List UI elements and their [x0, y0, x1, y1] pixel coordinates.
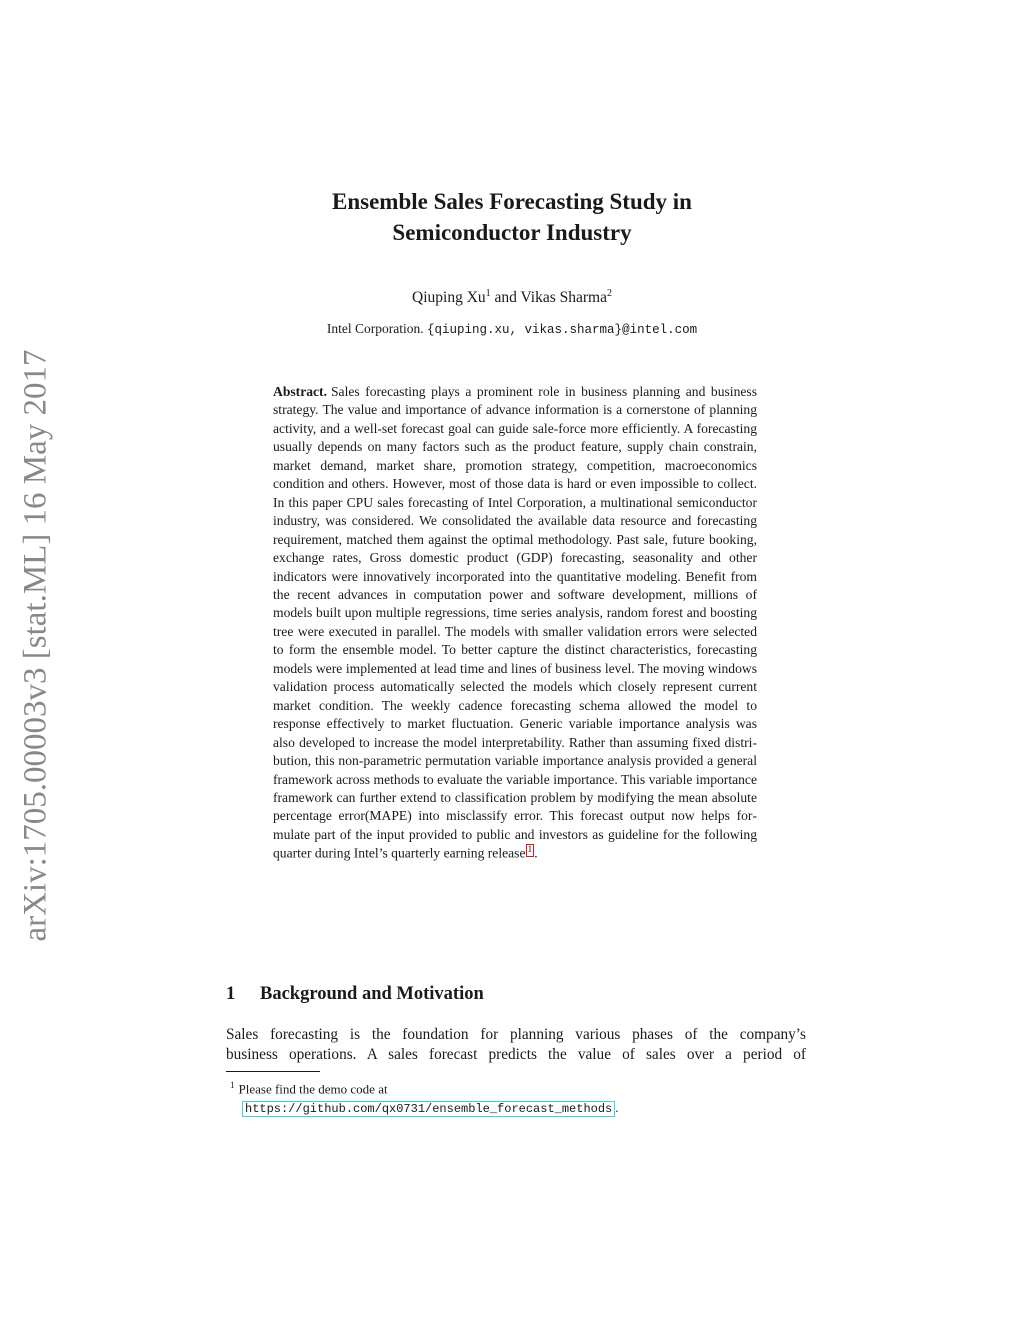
abstract-end-punctuation: .: [534, 845, 538, 861]
paper-title-line-2: Semiconductor Industry: [392, 220, 632, 245]
demo-code-link[interactable]: https://github.com/qx0731/ensemble_forecast_methods: [242, 1101, 615, 1117]
arxiv-identifier-text: arXiv:1705.00003v3 [stat.ML] 16 May 2017: [17, 348, 54, 942]
body-text-line: Sales forecasting is the foundation for planning various phases of the company’s: [226, 1026, 806, 1043]
footnote: [230, 1076, 790, 1119]
footnote-end-punctuation: .: [615, 1100, 619, 1116]
section-title: Background and Motivation: [260, 984, 484, 1004]
footnote-link-line: [230, 1098, 790, 1119]
section-body-text: [226, 1025, 806, 1065]
footnote-divider: [226, 1071, 320, 1072]
affiliation-emails: {qiuping.xu, vikas.sharma}@intel.com: [427, 323, 698, 337]
abstract-label: Abstract.: [273, 384, 327, 399]
abstract-text: Sales forecasting plays a prominent role in business planning and business strategy. The value and importance of advance information is a cornerstone of planning activity, and a well-set forecast goal can guide sale-force more efficiently. A forecasting usually depends on many factors such as the product feature, supply chain constrain, market demand, market share, promotion strategy, competition, macroeconomics condition and others. However, most of those data is hard or even impossible to collect. In this paper CPU sales forecasting of Intel Corporation, a multinational semiconductor industry, was considered. We consolidated the available data resource and forecasting requirement, matched them against the optimal methodology. Past sale, future booking, exchange rates, Gross domestic product (GDP) forecasting, seasonality and other indicators were innovatively incorporated into the quantitative modeling. Benefit from the recent advances in computation power and software development, millions of models built upon multiple regressions, time series analysis, random forest and boosting tree were executed in parallel. The models with smaller validation errors were selected to form the ensemble model. To better capture the distinct characteristics, forecasting models were implemented at lead time and lines of business level. The moving windows validation process automatically selected the models which closely represent current market condition. The weekly cadence forecasting schema allowed the model to response effectively to market fluctuation. Generic variable importance analysis was also developed to increase the model interpretability. Rather than assuming fixed distribution, this non-parametric permutation variable importance analysis provided a general framework across methods to evaluate the variable importance. This variable importance framework can further extend to classification problem by modifying the mean absolute percentage error(MAPE) into misclassify error. This forecast output now helps formulate part of the input provided to public and investors as guideline for the following quarter during Intel’s quarterly earning release: [273, 384, 757, 861]
arxiv-identifier-stamp: [10, 335, 62, 955]
section-number: 1: [226, 984, 236, 1004]
body-text-line: business operations. A sales forecast predicts the value of sales over a period of: [226, 1046, 806, 1063]
author-name: Qiuping Xu: [412, 289, 486, 307]
author-affiliation-mark: 2: [606, 288, 612, 299]
affiliation-org: Intel Corporation.: [326, 321, 428, 336]
paper-title: [0, 186, 1024, 248]
author-name: Vikas Sharma: [520, 289, 607, 307]
author-affiliation-mark: 1: [485, 288, 491, 299]
footnote-link-marker[interactable]: 1: [527, 845, 533, 856]
affiliation: [0, 320, 1024, 339]
section-heading: [226, 984, 484, 1005]
author-list: [0, 284, 1024, 308]
footnote-number: 1: [230, 1080, 235, 1090]
paper-title-line-1: Ensemble Sales Forecasting Study in: [332, 189, 692, 214]
footnote-text: Please find the demo code at: [238, 1081, 388, 1097]
author-conjunction: and: [490, 289, 521, 307]
abstract: [273, 383, 757, 863]
